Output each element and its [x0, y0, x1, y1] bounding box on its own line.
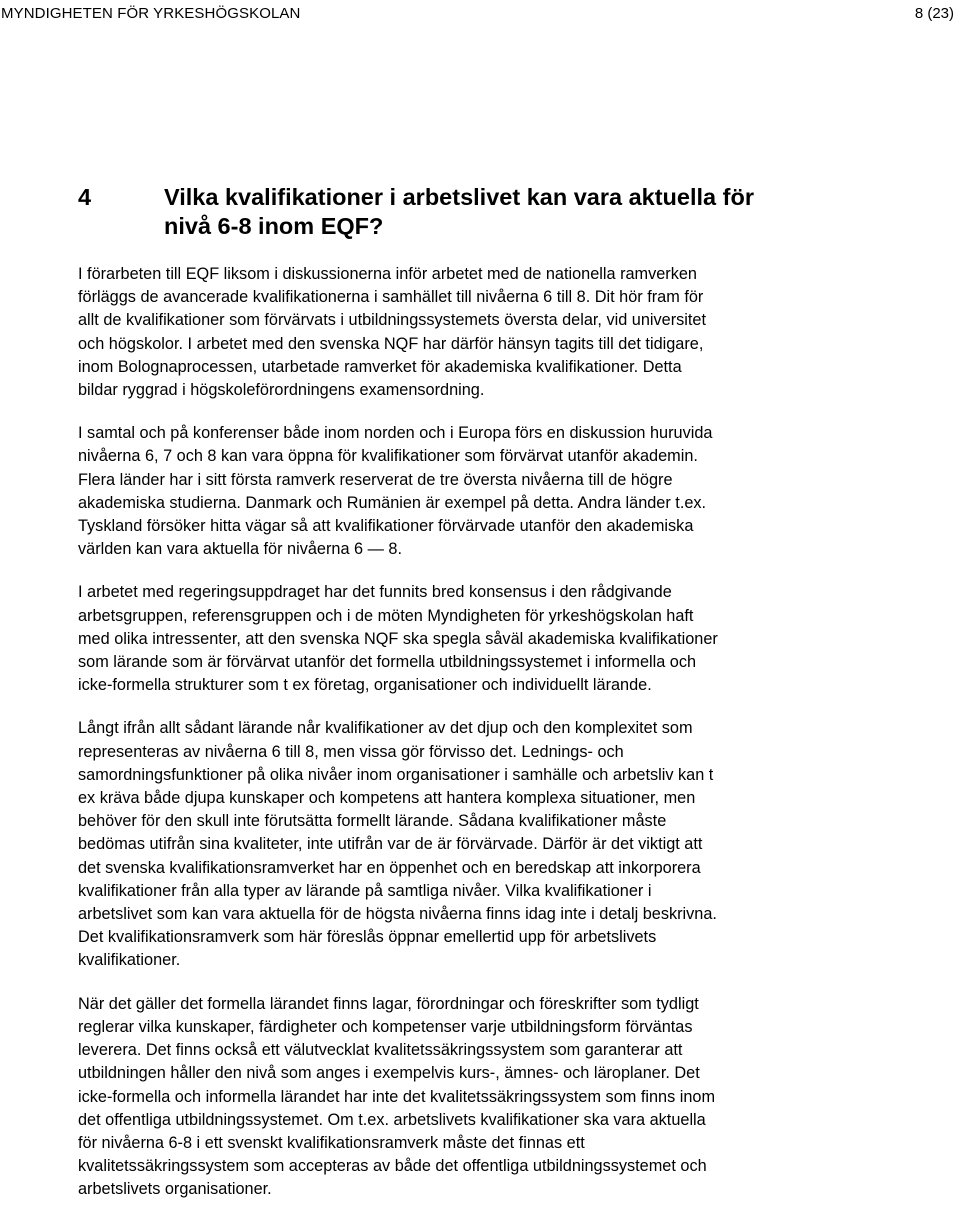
paragraph-line: I förarbeten till EQF liksom i diskussionerna inför arbetet med de nationella ramverken [78, 265, 697, 283]
paragraph-line: utbildningen håller den nivå som anges i exempelvis kurs-, ämnes- och läroplaner. Det [78, 1064, 700, 1083]
paragraph-line: bildar ryggrad i högskoleförordningens examensordning. [78, 381, 485, 400]
paragraph-line: Det kvalifikationsramverk som här föreslås öppnar emellertid upp för arbetslivets [78, 928, 657, 947]
body-text [78, 263, 938, 1222]
paragraph-line: som lärande som är förvärvat utanför det formella utbildningssystemet i informella och [78, 653, 697, 672]
paragraph-line: inom Bolognaprocessen, utarbetade ramverket för akademiska kvalifikationer. Detta [78, 357, 682, 376]
section-title-line: nivå 6-8 inom EQF? [164, 213, 384, 239]
paragraph-line: I samtal och på konferenser både inom norden och i Europa förs en diskussion huruvida [78, 424, 713, 443]
paragraph [78, 581, 938, 697]
paragraph-line: bedömas utifrån sina kvaliteter, inte utifrån var de är förvärvade. Därför är det viktigt att [78, 835, 703, 854]
section-title [164, 183, 944, 241]
paragraph-line: leverera. Det finns också ett välutvecklat kvalitetssäkringssystem som garanterar att [78, 1041, 683, 1060]
paragraph [78, 422, 938, 561]
paragraph-line: kvalifikationer från alla typer av lärande på samtliga nivåer. Vilka kvalifikationer i [78, 881, 652, 900]
paragraph-line: När det gäller det formella lärandet finns lagar, förordningar och föreskrifter som tydligt [78, 994, 699, 1013]
paragraph-line: världen kan vara aktuella för nivåerna 6 — 8. [78, 540, 402, 559]
paragraph-line: icke-formella strukturer som t ex företag, organisationer och individuellt lärande. [78, 676, 652, 695]
paragraph-line: för nivåerna 6-8 i ett svenskt kvalifikationsramverk måste det finnas ett [78, 1133, 585, 1152]
paragraph-line: I arbetet med regeringsuppdraget har det funnits bred konsensus i den rådgivande [78, 583, 672, 602]
paragraph-line: representeras av nivåerna 6 till 8, men vissa gör förvisso det. Lednings- och [78, 742, 624, 761]
paragraph-line: Tyskland försöker hitta vägar så att kvalifikationer förvärvade utanför den akademiska [78, 517, 694, 536]
paragraph-line: arbetsgruppen, referensgruppen och i de möten Myndigheten för yrkeshögskolan haft [78, 606, 694, 625]
paragraph-line: Flera länder har i sitt första ramverk reserverat de tre översta nivåerna till de högre [78, 470, 673, 489]
paragraph-line: ex kräva både djupa kunskaper och kompetens att hantera komplexa situationer, men [78, 789, 696, 808]
paragraph-line: med olika intressenter, att den svenska NQF ska spegla såväl akademiska kvalifikationer [78, 629, 718, 648]
paragraph [78, 717, 938, 972]
header-organization: MYNDIGHETEN FÖR YRKESHÖGSKOLAN [1, 5, 301, 22]
section-number: 4 [78, 184, 92, 210]
paragraph [78, 263, 938, 402]
section-title-line: Vilka kvalifikationer i arbetslivet kan vara aktuella för [164, 184, 754, 210]
paragraph-line: kvalifikationer. [78, 951, 181, 970]
paragraph-line: reglerar vilka kunskaper, färdigheter och kompetenser varje utbildningsform förväntas [78, 1017, 693, 1036]
paragraph-line: akademiska studierna. Danmark och Rumänien är exempel på detta. Andra länder t.ex. [78, 493, 707, 512]
paragraph-line: behöver för den skull inte förutsätta formellt lärande. Sådana kvalifikationer måste [78, 812, 667, 831]
paragraph-line: det offentliga utbildningssystemet. Om t.ex. arbetslivets kvalifikationer ska vara aktuella [78, 1110, 706, 1129]
paragraph-line: arbetslivet som kan vara aktuella för de högsta nivåerna finns idag inte i detalj beskrivna. [78, 905, 717, 924]
paragraph-line: kvalitetssäkringssystem som accepteras av både det offentliga utbildningssystemet och [78, 1157, 707, 1176]
paragraph-line: nivåerna 6, 7 och 8 kan vara öppna för kvalifikationer som förvärvat utanför akademin. [78, 447, 698, 466]
paragraph-line: förläggs de avancerade kvalifikationerna i samhället till nivåerna 6 till 8. Dit hör fram för [78, 288, 704, 307]
paragraph-line: arbetslivets organisationer. [78, 1180, 272, 1199]
page-header [0, 4, 956, 26]
paragraph-line: Långt ifrån allt sådant lärande når kvalifikationer av det djup och den komplexitet som [78, 719, 693, 738]
paragraph-line: det svenska kvalifikationsramverket har en öppenhet och en beredskap att inkorporera [78, 858, 701, 877]
paragraph [78, 993, 938, 1202]
paragraph-line: icke-formella och informella lärandet har inte det kvalitetssäkringssystem som finns inom [78, 1087, 716, 1106]
paragraph-line: och högskolor. I arbetet med den svenska NQF har därför hänsyn tagits till det tidigare, [78, 334, 704, 353]
header-page-number: 8 (23) [914, 5, 954, 22]
paragraph-line: allt de kvalifikationer som förvärvats i utbildningssystemets översta delar, vid universitet [78, 311, 707, 330]
paragraph-line: samordningsfunktioner på olika nivåer inom organisationer i samhälle och arbetsliv kan t [78, 765, 714, 784]
